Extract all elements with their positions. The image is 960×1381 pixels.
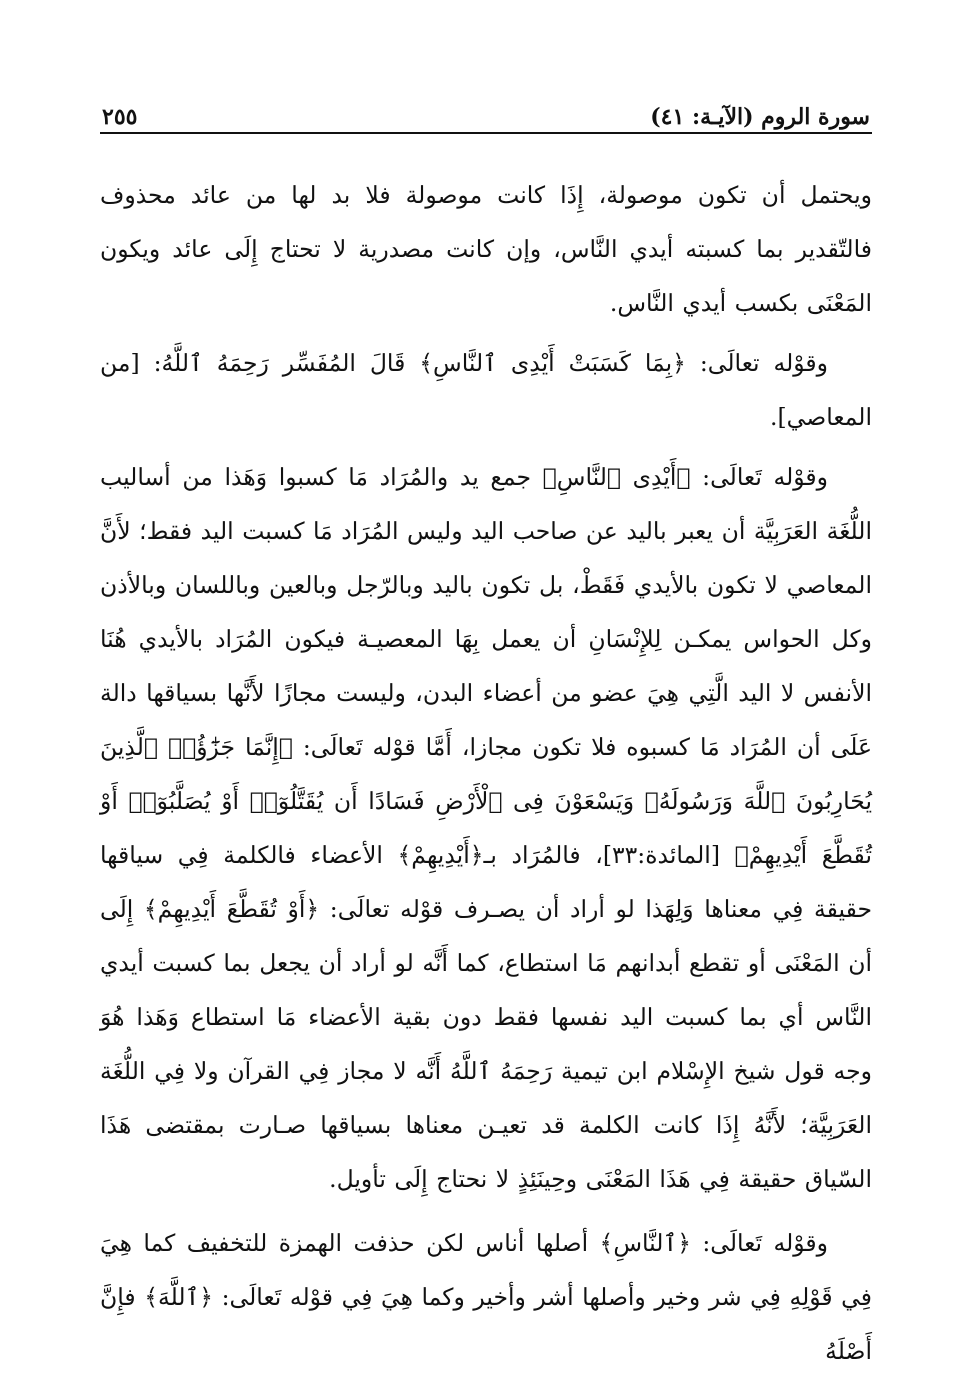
surah-title: سورة الروم (الآيـة: ٤١) xyxy=(650,104,870,130)
book-page xyxy=(100,90,872,1365)
body-text xyxy=(100,168,872,1378)
running-header xyxy=(100,90,872,134)
paragraph-hands-meaning: وقوْله تَعالَى: ﴿أَيْدِى ٱلنَّاسِ﴾ جمع يد والمُرَاد مَا كسبوا وَهَذا من أساليب اللُّغَة العَرَبِيَّة أن يعبر باليد عن صاحب اليد وليس المُرَاد مَا كسبت اليد فقط؛ لأَنَّ المعاصي لا تكون بالأيدي فَقَطْ، بل تكون باليد وبالرّجل وبالعين وباللسان وبالأذن وكل الحواس يمكـن لِلإِنْسَانِ أن يعمل بِهَا المعصيـة فيكون المُرَاد بالأيدي هُنَا الأنفس لا اليد الَّتِي هِيَ عضو من أعضاء البدن، وليست مجازًا لأَنَّها بسياقها دالة عَلَى أن المُرَاد مَا كسبوه فلا تكون مجازا، أَمَّا قوْله تَعالَى: ﴿إِنَّمَا جَزَٰٓؤُا۟ ٱلَّذِينَ يُحَارِبُونَ ٱللَّهَ وَرَسُولَهُۥ وَيَسْعَوْنَ فِى ٱلْأَرْضِ فَسَادًا أَن يُقَتَّلُوٓا۟ أَوْ يُصَلَّبُوٓا۟ أَوْ تُقَطَّعَ أَيْدِيهِمْ﴾ [المائدة:٣٣]، فالمُرَاد بـ﴿أَيْدِيهِمْ﴾ الأعضاء فالكلمة فِي سياقها حقيقة فِي معناها وَلِهَذا لو أراد أن يصـرف قوْله تعالَى: ﴿أَوْ تُقَطَّعَ أَيْدِيهِمْ﴾ إِلَى أن المَعْنَى أو تقطع أبدانهم مَا استطاع، كما أَنَّه لو أراد أن يجعل بما كسبت أيدي النَّاس أي بما كسبت اليد نفسها فقط دون بقية الأعضاء مَا استطاع وَهَذا هُوَ وجه قول شيخ الإِسْلام ابن تيمية رَحِمَهُ ٱللَّهُ أَنَّه لا مجاز فِي القرآن ولا فِي اللُّغَة العَرَبِيَّة؛ لأَنَّهُ إِذَا كانت الكلمة قد تعيـن معناها بسياقها صـارت بمقتضى هَذَا السّياق حقيقة فِي هَذَا المَعْنَى وحِينَئِذٍ لا نحتاج إِلَى تأويل. xyxy=(100,463,872,1193)
header-divider xyxy=(100,132,872,134)
paragraph-verse-commentary: وقوْله تعالَى: ﴿بِمَا كَسَبَتْ أَيْدِى ٱلنَّاسِ﴾ قَالَ المُفَسِّر رَحِمَهُ ٱللَّهُ: [من المعاصي]. xyxy=(100,349,872,431)
paragraph-relative-clause: ويحتمل أن تكون موصولة، إِذَا كانت موصولة فلا بد لها من عائد محذوف فالتّقدير بما كسبته أيدي النَّاس، وإن كانت مصدرية لا تحتاج إِلَى عائد ويكون المَعْنَى بكسب أيدي النَّاس. xyxy=(100,181,872,317)
page-number: ٢٥٥ xyxy=(102,104,138,130)
paragraph-people-origin: وقوْله تَعالَى: ﴿ٱلنَّاسِ﴾ أصلها أناس لكن حذفت الهمزة للتخفيف كما هِيَ فِي قَوْلِهِ فِي شر وخير وأصلها أشر وأخير وكما هِيَ فِي قوْله تَعالَى: ﴿ٱللَّهَ﴾ فإِنَّ أَصْلَهُ xyxy=(100,1229,872,1365)
